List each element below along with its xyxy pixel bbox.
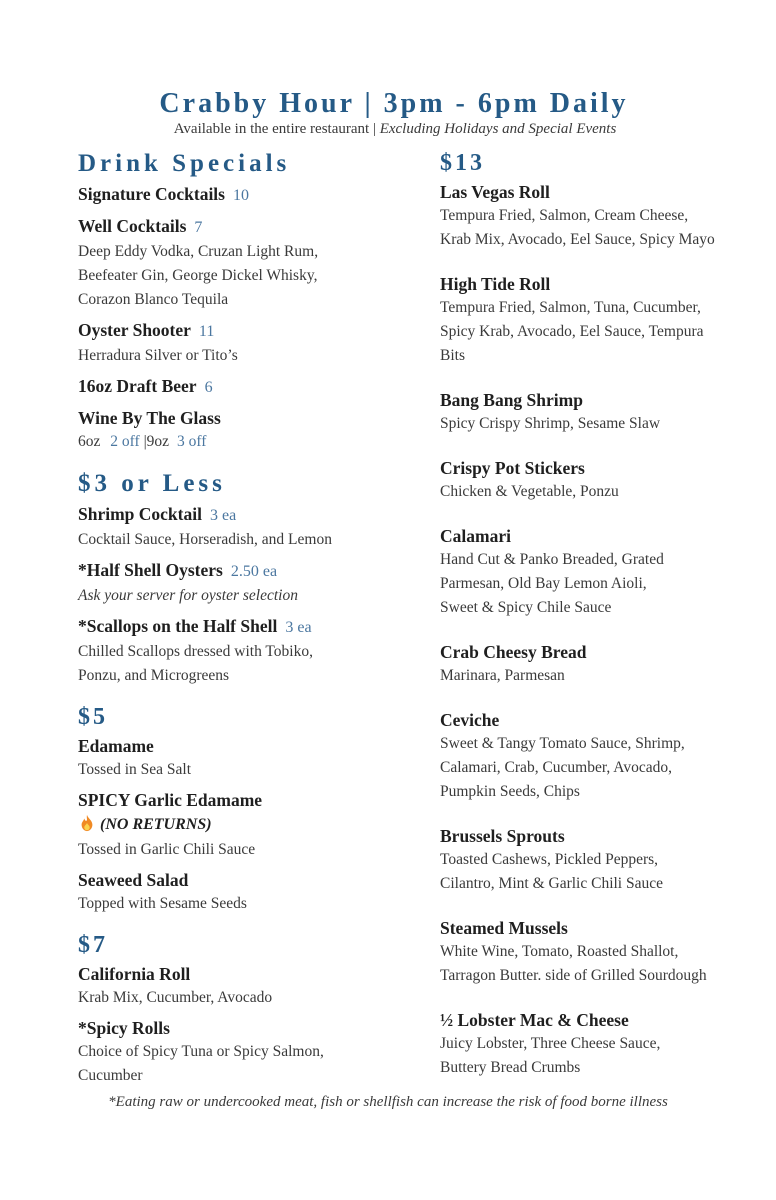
wine-pricing	[78, 430, 398, 454]
section-heading-thirteen: $13	[440, 150, 485, 176]
item-description-line: Tempura Fried, Salmon, Cream Cheese,	[440, 207, 689, 224]
menu-item	[440, 824, 760, 896]
menu-item	[78, 788, 398, 862]
item-price: 10	[232, 187, 249, 204]
item-name: Oyster Shooter	[78, 320, 191, 340]
item-price: 3 ea	[209, 507, 237, 524]
item-description-line: Hand Cut & Panko Breaded, Grated	[440, 551, 664, 568]
menu-item	[78, 318, 398, 368]
page-subtitle	[14, 121, 776, 138]
item-name: 16oz Draft Beer	[78, 376, 197, 396]
item-name: Bang Bang Shrimp	[440, 390, 583, 410]
item-description-line: Beefeater Gin, George Dickel Whisky,	[78, 267, 318, 284]
item-description-line: Topped with Sesame Seeds	[78, 895, 247, 912]
item-name: Crab Cheesy Bread	[440, 642, 587, 662]
menu-header	[0, 88, 776, 138]
item-price: 11	[198, 323, 215, 340]
item-description-line: Sweet & Spicy Chile Sauce	[440, 599, 612, 616]
menu-item	[440, 524, 760, 620]
item-description-line: Krab Mix, Cucumber, Avocado	[78, 989, 273, 1006]
item-name: Crispy Pot Stickers	[440, 458, 585, 478]
wine-size: 6oz	[78, 433, 101, 450]
menu-item	[78, 374, 398, 400]
item-price: 7	[194, 219, 203, 236]
item-description-line: Cucumber	[78, 1067, 143, 1084]
item-description-line: Cilantro, Mint & Garlic Chili Sauce	[440, 875, 663, 892]
menu-item	[78, 614, 398, 688]
wine-discount: 2 off	[110, 433, 140, 450]
subtitle-italic: Excluding Holidays and Special Events	[379, 121, 617, 137]
menu-item	[78, 182, 398, 208]
item-name: ½ Lobster Mac & Cheese	[440, 1010, 629, 1030]
item-description-line: Pumpkin Seeds, Chips	[440, 783, 580, 800]
item-description-line: Corazon Blanco Tequila	[78, 291, 229, 308]
item-description-line: Sweet & Tangy Tomato Sauce, Shrimp,	[440, 735, 685, 752]
menu-item	[78, 868, 398, 916]
item-name: California Roll	[78, 964, 191, 984]
section-heading-drinks: Drink Specials	[78, 150, 291, 177]
left-column	[78, 148, 398, 1088]
item-description-line: Choice of Spicy Tuna or Spicy Salmon,	[78, 1043, 324, 1060]
item-description-line: Marinara, Parmesan	[440, 667, 565, 684]
section-heading-seven: $7	[78, 932, 108, 958]
wine-size: 9oz	[146, 433, 170, 450]
item-description-line: Tempura Fried, Salmon, Tuna, Cucumber,	[440, 299, 701, 316]
item-name: Seaweed Salad	[78, 870, 189, 890]
item-description-line: Spicy Crispy Shrimp, Sesame Slaw	[440, 415, 661, 432]
wine-separator: |	[143, 433, 147, 450]
item-description-line: Buttery Bread Crumbs	[440, 1059, 581, 1076]
item-name: *Scallops on the Half Shell	[78, 616, 278, 636]
item-description-line: Bits	[440, 347, 465, 364]
item-description-line: Spicy Krab, Avocado, Eel Sauce, Tempura	[440, 323, 704, 340]
item-price: 6	[204, 379, 213, 396]
menu-item	[78, 734, 398, 782]
fire-icon	[78, 814, 96, 832]
menu-item	[78, 502, 398, 552]
menu-item	[440, 388, 760, 436]
menu-item	[440, 640, 760, 688]
item-price: 2.50 ea	[230, 563, 278, 580]
item-name: Ceviche	[440, 710, 500, 730]
menu-item	[440, 456, 760, 504]
item-description-line: Ponzu, and Microgreens	[78, 667, 230, 684]
item-description-line: Juicy Lobster, Three Cheese Sauce,	[440, 1035, 661, 1052]
item-name: Calamari	[440, 526, 511, 546]
allergy-disclaimer: *Eating raw or undercooked meat, fish or shellfish can increase the risk of food borne illness	[108, 1094, 668, 1110]
item-description-line: Tarragon Butter. side of Grilled Sourdough	[440, 967, 707, 984]
menu-item	[440, 180, 760, 252]
menu-item	[440, 272, 760, 368]
item-description-line: Chilled Scallops dressed with Tobiko,	[78, 643, 313, 660]
item-name: Las Vegas Roll	[440, 182, 550, 202]
item-description-line: Tossed in Sea Salt	[78, 761, 192, 778]
subtitle-plain: Available in the entire restaurant |	[173, 121, 380, 137]
item-description-line: Cocktail Sauce, Horseradish, and Lemon	[78, 531, 332, 548]
item-name: SPICY Garlic Edamame	[78, 790, 263, 810]
item-name: Shrimp Cocktail	[78, 504, 202, 524]
item-description-line: Tossed in Garlic Chili Sauce	[78, 841, 256, 858]
wine-discount: 3 off	[176, 433, 207, 450]
item-name: High Tide Roll	[440, 274, 551, 294]
item-name: Signature Cocktails	[78, 184, 225, 204]
item-name: Steamed Mussels	[440, 918, 568, 938]
menu-item	[78, 406, 398, 454]
item-name: Wine By The Glass	[78, 408, 221, 428]
item-name: Brussels Sprouts	[440, 826, 565, 846]
right-column	[440, 148, 760, 1080]
section-heading-five: $5	[78, 704, 108, 730]
item-note: (NO RETURNS)	[100, 816, 212, 833]
menu-item	[78, 1016, 398, 1088]
item-description-line: Herradura Silver or Tito’s	[78, 347, 238, 364]
item-description-line: Deep Eddy Vodka, Cruzan Light Rum,	[78, 243, 319, 260]
item-description-line: Ask your server for oyster selection	[78, 587, 298, 604]
page-title: Crabby Hour | 3pm - 6pm Daily	[159, 88, 629, 119]
menu-item	[440, 708, 760, 804]
menu-item	[78, 558, 398, 608]
menu-item	[440, 916, 760, 988]
item-name: *Spicy Rolls	[78, 1018, 170, 1038]
item-price: 3 ea	[285, 619, 312, 636]
item-description-line: Parmesan, Old Bay Lemon Aioli,	[440, 575, 647, 592]
item-name: Edamame	[78, 736, 154, 756]
section-heading-three-or-less: $3 or Less	[78, 470, 226, 497]
item-description-line: Krab Mix, Avocado, Eel Sauce, Spicy Mayo	[440, 231, 715, 248]
menu-item	[78, 214, 398, 312]
item-name: *Half Shell Oysters	[78, 560, 223, 580]
item-description-line: Chicken & Vegetable, Ponzu	[440, 483, 619, 500]
menu-item	[78, 962, 398, 1010]
item-description-line: Calamari, Crab, Cucumber, Avocado,	[440, 759, 672, 776]
menu-item	[440, 1008, 760, 1080]
item-name: Well Cocktails	[78, 216, 187, 236]
item-description-line: Toasted Cashews, Pickled Peppers,	[440, 851, 659, 868]
item-description-line: White Wine, Tomato, Roasted Shallot,	[440, 943, 679, 960]
